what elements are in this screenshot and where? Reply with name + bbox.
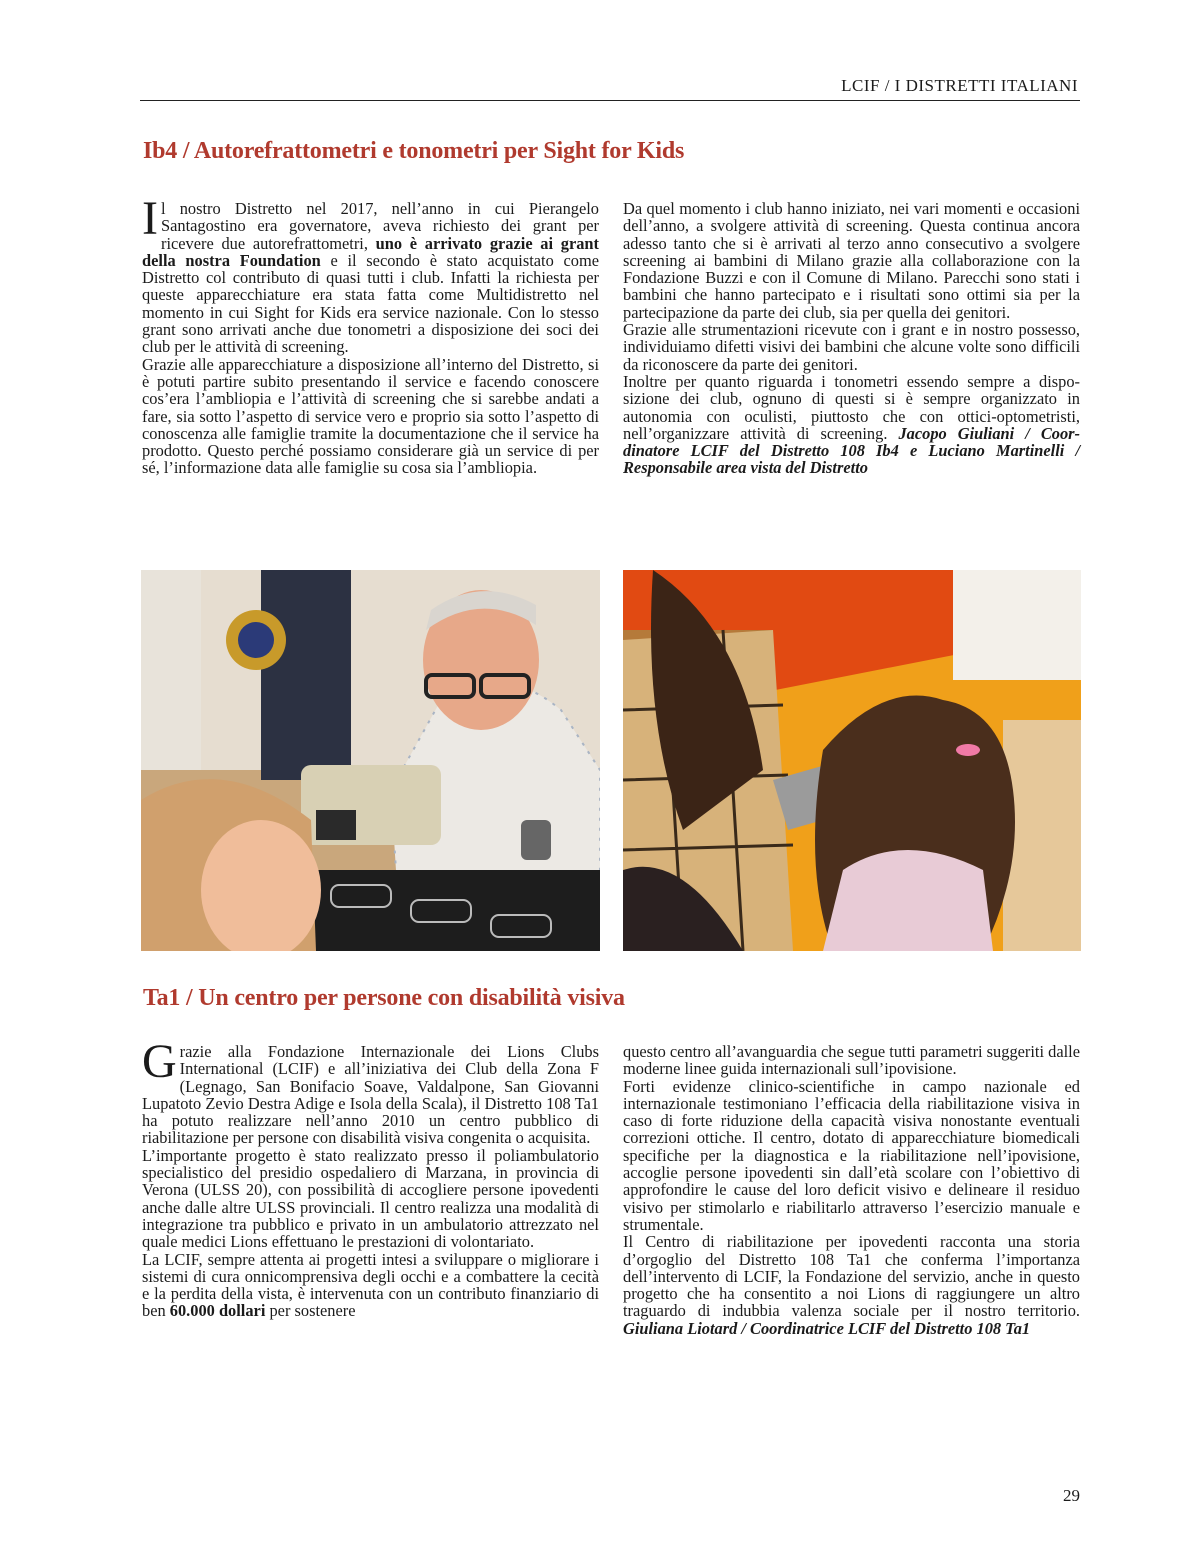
dropcap: G (142, 1035, 177, 1088)
text-run: per sostenere (265, 1301, 356, 1321)
text-run: La LCIF, sempre attenta ai progetti intesi a sviluppare o migliorare i sistemi di cura onnicomprensiva degli occhi e a combattere la cecità e la perdita della vista, è intervenuta con un contributo finanziario di ben (142, 1249, 599, 1321)
dropcap: I (142, 192, 158, 245)
photo-eye-exam-image (141, 570, 600, 951)
page-number: 29 (1063, 1486, 1080, 1505)
section1-paragraph-5 (623, 373, 1080, 477)
section2-paragraph-3-continued: questo centro all’avanguardia che segue tutti parametri suggeriti dalle moderne linee guida internazionali sull’ipovisione. (623, 1042, 1080, 1079)
section1-column-left (142, 192, 600, 478)
bold-text: uno è arrivato grazie ai grant della nostra Foundation (142, 233, 600, 270)
photo-eye-exam (141, 570, 600, 951)
section2-paragraph-2: L’importante progetto è stato realizzato presso il poliambulatorio specialistico del presidio ospedaliero di Marzana, in provincia di Verona (ULSS 20), con possibilità di accogliere persone ipovedenti anche dalle altre ULSS provinciali. Il centro realizza una modalità di integrazione tra pubblico e privato in un ambulatorio attrezzato nel quale medici Lions effettuano le prestazioni di volontariato. (142, 1145, 599, 1252)
text-run: razie alla Fondazione Internazionale dei Lions Clubs International (LCIF) e all’iniziativa dei Club della Zona F (Legnago, San Bonifacio Soave, Valdalpone, San Giovanni Lupatoto Zevio Destra Adige e Isola della Scala), il Distretto 108 Ta1 ha potuto realizzare nell’anno 2010 un centro pubblico di riabilitazione per persone con disabilità visiva congenita o acquisita. (142, 1042, 599, 1148)
bold-text: 60.000 dollari (169, 1301, 266, 1321)
section2-paragraph-1 (142, 1035, 599, 1148)
text-run: Inoltre per quanto riguarda i tonometri essendo sempre a disposizione dei club, ognuno di questi si è sempre organizzato in autonomia con oculisti, piuttosto che con ottici-optometristi, nell’organizzare attività di screening. (623, 371, 1080, 443)
text-run: Il Centro di riabilitazione per ipovedenti racconta una storia d’orgoglio del Distretto 108 Ta1 che conferma l’importanza dell’intervento di LCIF, la Fondazione del servizio, anche in questo progetto che ha consentito a noi Lions di raggiungere un altro traguardo di indubbia valenza sociale per il nostro territorio. (623, 1232, 1080, 1321)
section1-paragraph-1 (142, 192, 600, 357)
section2-paragraph-4: Forti evidenze clinico-scientifiche in campo nazionale ed internazionale testimoniano l’efficacia della riabilitazione visiva in caso di forte riduzione della capacità visiva nonostante eventuali correzioni ottiche. Il centro, dotato di apparecchiature biomedicali specifiche per la diagnostica e la riabilitazione nell’ipovisione, accoglie persone ipovedenti sin dall’età scolare con l’obiettivo di approfondire le cause del loro deficit visivo e delineare il residuo visivo per stimolarlo e riabilitarlo attraverso l’esercizio manuale e strumentale. (623, 1076, 1080, 1234)
section1-paragraph-3: Da quel momento i club hanno iniziato, nei vari momenti e occasioni dell’anno, a svolgere attività di screening. Questa continua ancora adesso tanto che si è arrivati al terzo anno consecutivo a svolgere screening ai bambini di Milano grazie alla collaborazione con la Fondazione Buzzi e con il Comune di Milano. Parecchi sono stati i bambini che hanno partecipato e i risultati sono ottimi sia per la partecipazione da parte dei club, sia per quella dei genitori. (623, 199, 1080, 322)
section2-column-right (623, 1043, 1080, 1337)
section1-title: Ib4 / Autorefrattometri e tonometri per Sight for Kids (143, 138, 685, 164)
signature: Jacopo Giuliani / Coordinatore LCIF del Distretto 108 Ib4 e Luciano Martinelli / Responsabile area vista del Distretto (623, 423, 1080, 478)
photo-child-screening (623, 570, 1081, 951)
section2-paragraph-3a (142, 1251, 599, 1320)
photo-child-screening-image (623, 570, 1081, 951)
section2-title: Ta1 / Un centro per persone con disabilità visiva (143, 985, 625, 1011)
section2-paragraph-5 (623, 1233, 1080, 1337)
section1-paragraph-4: Grazie alle strumentazioni ricevute con i grant e in nostro possesso, individuiamo difetti visivi dei bambini che alcune volte sono difficili da riconoscere da parte dei genitori. (623, 320, 1080, 374)
section2-column-left (142, 1035, 599, 1321)
signature: Giuliana Liotard / Coordinatrice LCIF del Distretto 108 Ta1 (623, 1318, 1031, 1338)
section1-column-right (623, 200, 1080, 477)
text-run: l nostro Distretto nel 2017, nell’anno in cui Pierangelo Santagostino era governatore, aveva richiesto dei grant per ricevere due autorefrattometri, (160, 199, 599, 253)
section1-paragraph-2: Grazie alle apparecchiature a disposizione all’interno del Distretto, si è potuti partire subito presentando il service e facendo conoscere cos’era l’ambliopia e l’attività di screening che si sarebbe andati a fare, sia sotto l’aspetto di service vero e proprio sia sotto l’aspetto di conoscenza alle famiglie tramite la documentazione che il service ha prodotto. Questo perché possiamo considerare già un service di per sé, l’informazione data alle famiglie su cosa sia l’ambliopia. (142, 354, 599, 478)
running-head-text: LCIF / I DISTRETTI ITALIANI (841, 76, 1078, 95)
text-run: e il secondo è stato acquistato come Distretto col contributo di quasi tutti i club. Infatti la richiesta per queste apparecchiature era stata fatta come Multidistretto nel momento in cui Sight for Kids era service nazionale. Con lo stesso grant sono arrivati anche due tonometri a disposizione dei soci dei club per le attività di screening. (142, 250, 599, 357)
running-head (140, 72, 1080, 101)
